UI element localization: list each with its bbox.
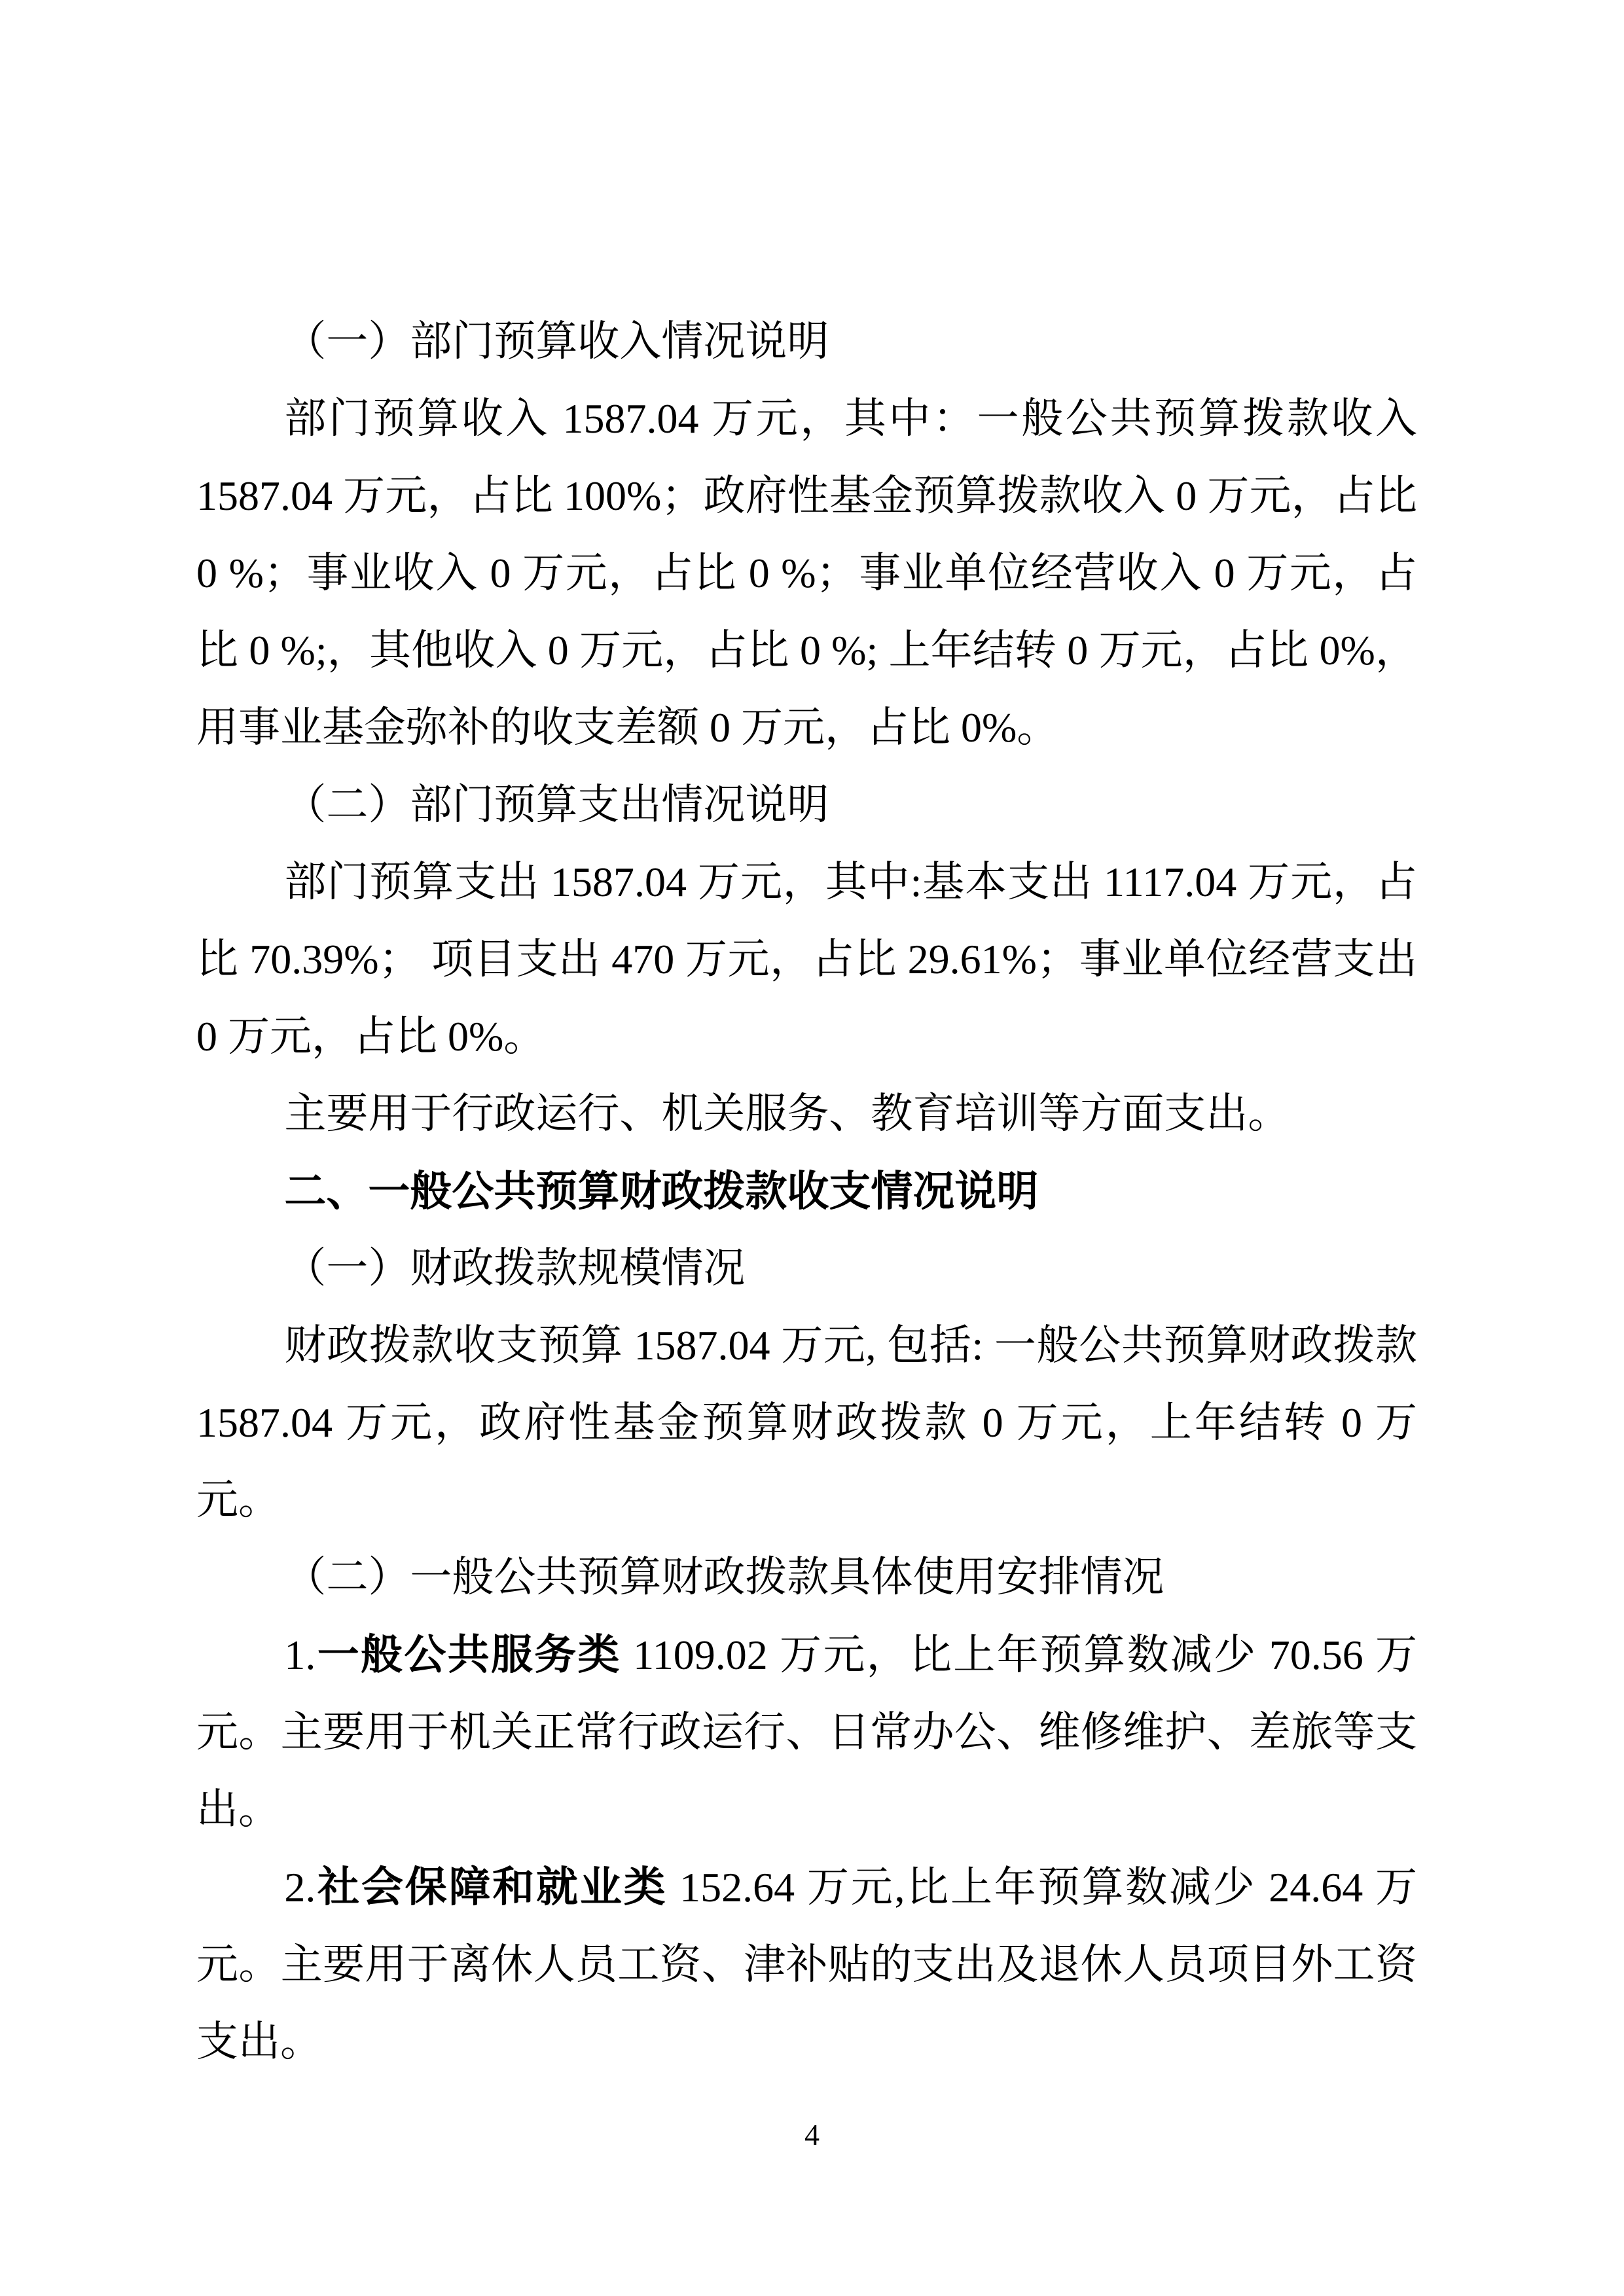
para-social-security bbox=[196, 1848, 1417, 2081]
para-budget-expenditure-detail bbox=[196, 844, 1417, 1075]
bold-text-run: 一般公共服务类 bbox=[316, 1631, 621, 1678]
heading-fiscal-allocation bbox=[196, 1153, 1417, 1230]
text-run: （二）一般公共预算财政拨款具体使用安排情况 bbox=[284, 1554, 1164, 1600]
heading-budget-expenditure bbox=[196, 766, 1417, 844]
text-run: 部门预算支出 1587.04 万元，其中:基本支出 1117.04 万元，占比 70.39%； 项目支出 470 万元，占比 29.61%；事业单位经营支出 0 万元，占比 0%。 bbox=[196, 859, 1417, 1060]
text-run: （一）部门预算收入情况说明 bbox=[284, 318, 829, 365]
heading-allocation-scale bbox=[196, 1230, 1417, 1307]
text-run: 财政拨款收支预算 1587.04 万元, 包括: 一般公共预算财政拨款 1587.04 万元，政府性基金预算财政拨款 0 万元，上年结转 0 万元。 bbox=[196, 1322, 1417, 1523]
para-budget-income-detail bbox=[196, 380, 1417, 766]
bold-text-run: 社会保障和就业类 bbox=[316, 1863, 668, 1910]
heading-budget-income bbox=[196, 303, 1417, 380]
para-general-public-service bbox=[196, 1616, 1417, 1848]
document-body bbox=[196, 303, 1417, 2081]
para-allocation-scale-detail bbox=[196, 1307, 1417, 1539]
text-run: 2. bbox=[284, 1864, 316, 1910]
heading-allocation-usage bbox=[196, 1539, 1417, 1616]
text-run: 152.64 万元,比上年预算数减少 24.64 万元。主要用于离休人员工资、津补贴的支出及退休人员项目外工资支出。 bbox=[196, 1864, 1418, 2065]
text-run: 部门预算收入 1587.04 万元，其中：一般公共预算拨款收入 1587.04 万元，占比 100%；政府性基金预算拨款收入 0 万元，占比 0 %；事业收入 0 万元，占比 0 %；事业单位经营收入 0 万元，占比 0 %;，其他收入 0 万元，占比 0 %; 上年结转 0 万元，占比 0%，用事业基金弥补的收支差额 0 万元，占比 0%。 bbox=[196, 395, 1417, 751]
bold-text-run: 二、一般公共预算财政拨款收支情况说明 bbox=[284, 1168, 1039, 1215]
para-expenditure-usage bbox=[196, 1075, 1417, 1153]
text-run: 1109.02 万元，比上年预算数减少 70.56 万元。主要用于机关正常行政运行、日常办公、维修维护、差旅等支出。 bbox=[196, 1632, 1418, 1833]
text-run: （二）部门预算支出情况说明 bbox=[284, 781, 829, 828]
text-run: 主要用于行政运行、机关服务、教育培训等方面支出。 bbox=[284, 1090, 1290, 1137]
page-number: 4 bbox=[804, 2118, 820, 2151]
text-run: 1. bbox=[284, 1632, 316, 1678]
text-run: （一）财政拨款规模情况 bbox=[284, 1245, 746, 1291]
